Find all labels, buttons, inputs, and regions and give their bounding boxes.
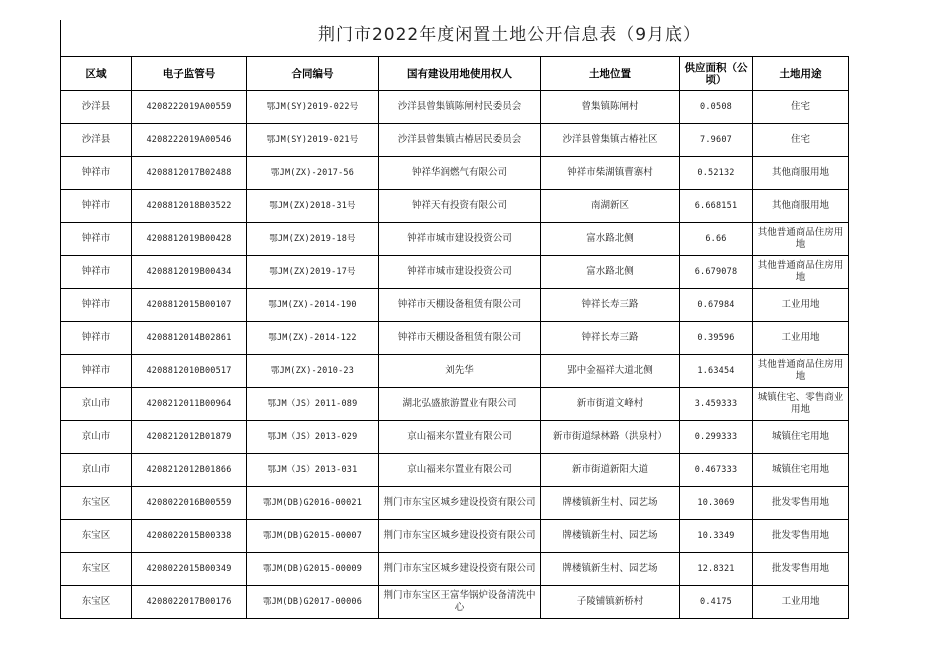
cell-supervision-code: 4208222019A00559: [132, 91, 247, 124]
header-usage: 土地用途: [753, 57, 849, 91]
cell-contract-no: 鄂JM(ZX)-2014-122: [247, 322, 379, 355]
cell-owner: 京山福来尔置业有限公司: [379, 421, 541, 454]
cell-area: 0.0508: [680, 91, 753, 124]
cell-owner: 钟祥市城市建设投资公司: [379, 256, 541, 289]
cell-contract-no: 鄂JM(ZX)2019-17号: [247, 256, 379, 289]
cell-contract-no: 鄂JM(ZX)-2014-190: [247, 289, 379, 322]
cell-area: 0.4175: [680, 586, 753, 619]
cell-supervision-code: 4208812018B03522: [132, 190, 247, 223]
cell-owner: 钟祥华润燃气有限公司: [379, 157, 541, 190]
table-row: [61, 487, 849, 520]
cell-usage: 住宅: [753, 91, 849, 124]
cell-region: 钟祥市: [61, 289, 132, 322]
table-row: [61, 388, 849, 421]
table-row: [61, 520, 849, 553]
cell-supervision-code: 4208212011B00964: [132, 388, 247, 421]
cell-supervision-code: 4208812014B02861: [132, 322, 247, 355]
cell-area: 0.39596: [680, 322, 753, 355]
cell-location: 南湖新区: [541, 190, 680, 223]
cell-region: 东宝区: [61, 487, 132, 520]
idle-land-table: [60, 56, 849, 619]
cell-area: 6.679078: [680, 256, 753, 289]
cell-location: 富水路北侧: [541, 223, 680, 256]
cell-location: 钟祥市柴湖镇曹寨村: [541, 157, 680, 190]
header-supervision-code: 电子监管号: [132, 57, 247, 91]
header-region: 区域: [61, 57, 132, 91]
cell-area: 7.9607: [680, 124, 753, 157]
cell-owner: 钟祥市天棚设备租赁有限公司: [379, 322, 541, 355]
cell-location: 沙洋县曾集镇古椿社区: [541, 124, 680, 157]
cell-contract-no: 鄂JM(SY)2019-022号: [247, 91, 379, 124]
cell-usage: 其他普通商品住房用地: [753, 355, 849, 388]
table-row: [61, 223, 849, 256]
header-owner: 国有建设用地使用权人: [379, 57, 541, 91]
cell-region: 京山市: [61, 454, 132, 487]
cell-usage: 城镇住宅用地: [753, 421, 849, 454]
cell-contract-no: 鄂JM(SY)2019-021号: [247, 124, 379, 157]
header-area: 供应面积（公顷）: [680, 57, 753, 91]
cell-supervision-code: 4208212012B01879: [132, 421, 247, 454]
cell-region: 钟祥市: [61, 355, 132, 388]
cell-owner: 荆门市东宝区王富华锅炉设备清洗中心: [379, 586, 541, 619]
cell-location: 子陵铺镇新桥村: [541, 586, 680, 619]
table-row: [61, 124, 849, 157]
cell-area: 1.63454: [680, 355, 753, 388]
cell-owner: 荆门市东宝区城乡建设投资有限公司: [379, 520, 541, 553]
cell-usage: 城镇住宅用地: [753, 454, 849, 487]
table-row: [61, 157, 849, 190]
cell-region: 东宝区: [61, 553, 132, 586]
cell-location: 郢中金福祥大道北侧: [541, 355, 680, 388]
cell-area: 6.66: [680, 223, 753, 256]
cell-region: 沙洋县: [61, 124, 132, 157]
cell-owner: 钟祥市天棚设备租赁有限公司: [379, 289, 541, 322]
table-row: [61, 586, 849, 619]
table-row: [61, 355, 849, 388]
cell-contract-no: 鄂JM(DB)G2015-00007: [247, 520, 379, 553]
cell-area: 0.52132: [680, 157, 753, 190]
cell-area: 0.67984: [680, 289, 753, 322]
cell-usage: 批发零售用地: [753, 487, 849, 520]
cell-usage: 其他普通商品住房用地: [753, 256, 849, 289]
cell-owner: 沙洋县曾集镇陈闸村民委员会: [379, 91, 541, 124]
cell-owner: 刘先华: [379, 355, 541, 388]
cell-contract-no: 鄂JM（JS）2013-031: [247, 454, 379, 487]
cell-area: 12.8321: [680, 553, 753, 586]
cell-location: 新市街道新阳大道: [541, 454, 680, 487]
cell-contract-no: 鄂JM（JS）2013-029: [247, 421, 379, 454]
cell-region: 钟祥市: [61, 256, 132, 289]
cell-region: 京山市: [61, 421, 132, 454]
cell-supervision-code: 4208222019A00546: [132, 124, 247, 157]
cell-contract-no: 鄂JM(DB)G2015-00009: [247, 553, 379, 586]
table-row: [61, 421, 849, 454]
cell-location: 新市街道文峰村: [541, 388, 680, 421]
cell-owner: 沙洋县曾集镇古椿居民委员会: [379, 124, 541, 157]
cell-area: 3.459333: [680, 388, 753, 421]
cell-location: 钟祥长寿三路: [541, 289, 680, 322]
cell-usage: 批发零售用地: [753, 520, 849, 553]
cell-region: 东宝区: [61, 586, 132, 619]
cell-contract-no: 鄂JM(DB)G2016-00021: [247, 487, 379, 520]
cell-contract-no: 鄂JM(ZX)2019-18号: [247, 223, 379, 256]
cell-supervision-code: 4208812010B00517: [132, 355, 247, 388]
table-row: [61, 256, 849, 289]
cell-supervision-code: 4208022016B00559: [132, 487, 247, 520]
table-row: [61, 190, 849, 223]
cell-supervision-code: 4208812017B02488: [132, 157, 247, 190]
cell-region: 沙洋县: [61, 91, 132, 124]
cell-supervision-code: 4208212012B01866: [132, 454, 247, 487]
cell-area: 10.3069: [680, 487, 753, 520]
cell-supervision-code: 4208812019B00434: [132, 256, 247, 289]
cell-usage: 其他普通商品住房用地: [753, 223, 849, 256]
cell-location: 牌楼镇新生村、园艺场: [541, 520, 680, 553]
table-row: [61, 322, 849, 355]
cell-location: 牌楼镇新生村、园艺场: [541, 553, 680, 586]
cell-region: 钟祥市: [61, 157, 132, 190]
cell-supervision-code: 4208022015B00338: [132, 520, 247, 553]
table-row: [61, 289, 849, 322]
header-row: [61, 57, 849, 91]
table-row: [61, 553, 849, 586]
cell-region: 钟祥市: [61, 322, 132, 355]
cell-usage: 批发零售用地: [753, 553, 849, 586]
cell-usage: 其他商服用地: [753, 190, 849, 223]
cell-supervision-code: 4208022017B00176: [132, 586, 247, 619]
cell-location: 富水路北侧: [541, 256, 680, 289]
cell-location: 曾集镇陈闸村: [541, 91, 680, 124]
table-row: [61, 91, 849, 124]
cell-contract-no: 鄂JM(ZX)2018-31号: [247, 190, 379, 223]
cell-supervision-code: 4208812019B00428: [132, 223, 247, 256]
cell-location: 钟祥长寿三路: [541, 322, 680, 355]
cell-location: 新市街道绿林路（洪泉村）: [541, 421, 680, 454]
cell-owner: 荆门市东宝区城乡建设投资有限公司: [379, 487, 541, 520]
cell-location: 牌楼镇新生村、园艺场: [541, 487, 680, 520]
cell-usage: 城镇住宅、零售商业用地: [753, 388, 849, 421]
cell-contract-no: 鄂JM(ZX)-2017-56: [247, 157, 379, 190]
page-title: 荆门市2022年度闲置土地公开信息表（9月底）: [317, 25, 702, 45]
cell-usage: 工业用地: [753, 322, 849, 355]
cell-usage: 工业用地: [753, 289, 849, 322]
header-location: 土地位置: [541, 57, 680, 91]
cell-area: 10.3349: [680, 520, 753, 553]
cell-region: 钟祥市: [61, 223, 132, 256]
cell-owner: 湖北弘盛旅游置业有限公司: [379, 388, 541, 421]
cell-owner: 钟祥市城市建设投资公司: [379, 223, 541, 256]
cell-supervision-code: 4208022015B00349: [132, 553, 247, 586]
cell-owner: 荆门市东宝区城乡建设投资有限公司: [379, 553, 541, 586]
cell-area: 0.299333: [680, 421, 753, 454]
cell-usage: 其他商服用地: [753, 157, 849, 190]
cell-owner: 钟祥天有投资有限公司: [379, 190, 541, 223]
cell-usage: 住宅: [753, 124, 849, 157]
cell-contract-no: 鄂JM(ZX)-2010-23: [247, 355, 379, 388]
cell-region: 京山市: [61, 388, 132, 421]
cell-area: 0.467333: [680, 454, 753, 487]
cell-region: 钟祥市: [61, 190, 132, 223]
header-contract-no: 合同编号: [247, 57, 379, 91]
cell-supervision-code: 4208812015B00107: [132, 289, 247, 322]
cell-contract-no: 鄂JM(DB)G2017-00006: [247, 586, 379, 619]
cell-owner: 京山福来尔置业有限公司: [379, 454, 541, 487]
table-row: [61, 454, 849, 487]
cell-region: 东宝区: [61, 520, 132, 553]
cell-usage: 工业用地: [753, 586, 849, 619]
cell-contract-no: 鄂JM（JS）2011-089: [247, 388, 379, 421]
cell-area: 6.668151: [680, 190, 753, 223]
